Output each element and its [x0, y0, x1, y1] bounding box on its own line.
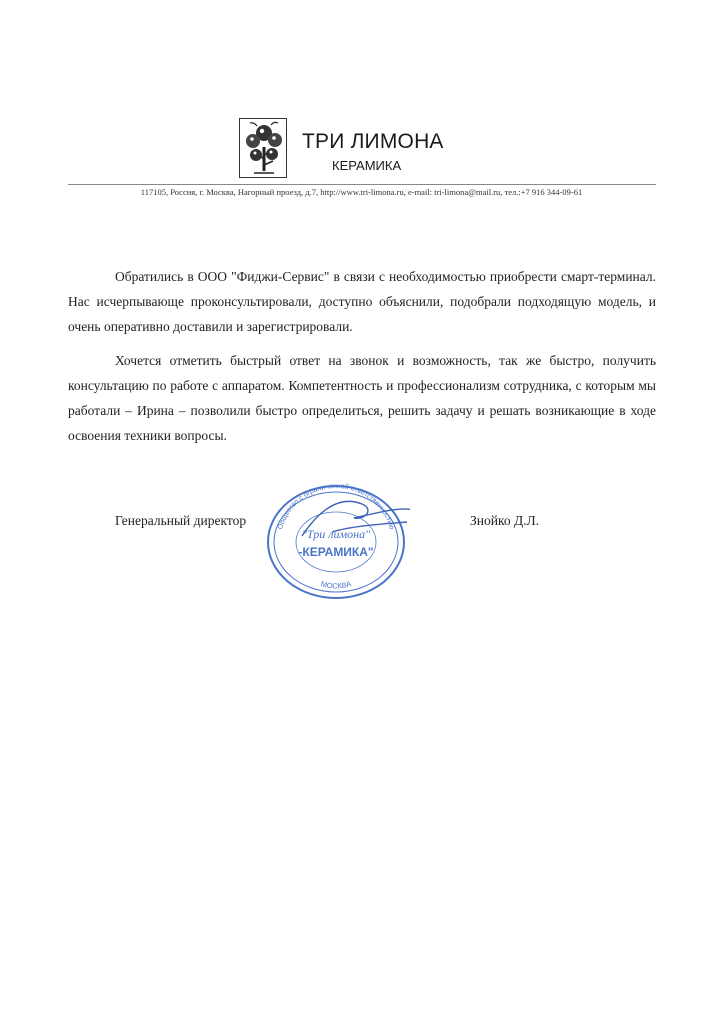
company-stamp	[262, 476, 410, 600]
stamp-ring-bottom: МОСКВА	[319, 579, 353, 591]
stamp-line-2: -КЕРАМИКА"	[298, 545, 374, 559]
header-divider	[68, 184, 656, 185]
seal-stamp	[262, 476, 410, 600]
signatory-title: Генеральный директор	[115, 513, 247, 528]
company-logo	[239, 118, 287, 178]
letter-body	[68, 264, 656, 457]
stamp-ring-top: Общество с ограниченной ответственностью	[276, 482, 396, 531]
signatory-name: Знойко Д.Л.	[470, 513, 540, 528]
company-contacts: 117105, Россия, г. Москва, Нагорный проезд, д.7, http://www.tri-limona.ru, e-mail: tri-limona@mail.ru, тел.:+7 916 344-09-61	[140, 187, 583, 197]
paragraph: Хочется отметить быстрый ответ на звонок и возможность, так же быстро, получить консультацию по работе с аппаратом. Компетентность и профессионализм сотрудника, с которым мы работали – Ирина – позволили быстро определиться, решить задачу и решать возникающие в ходе освоения техники вопросы.	[68, 353, 656, 443]
lemon-tree-icon	[240, 119, 288, 179]
company-subtitle: КЕРАМИКА	[332, 158, 402, 173]
paragraph: Обратились в ООО "Фиджи-Сервис" в связи с необходимостью приобрести смарт-терминал. Нас исчерпывающе проконсультировали, доступно объяснили, подобрали подходящую модель, и очень оперативно доставили и зарегистрировали.	[68, 269, 656, 334]
stamp-line-1: "Три лимона"	[301, 527, 371, 541]
company-name: ТРИ ЛИМОНА	[302, 130, 444, 153]
